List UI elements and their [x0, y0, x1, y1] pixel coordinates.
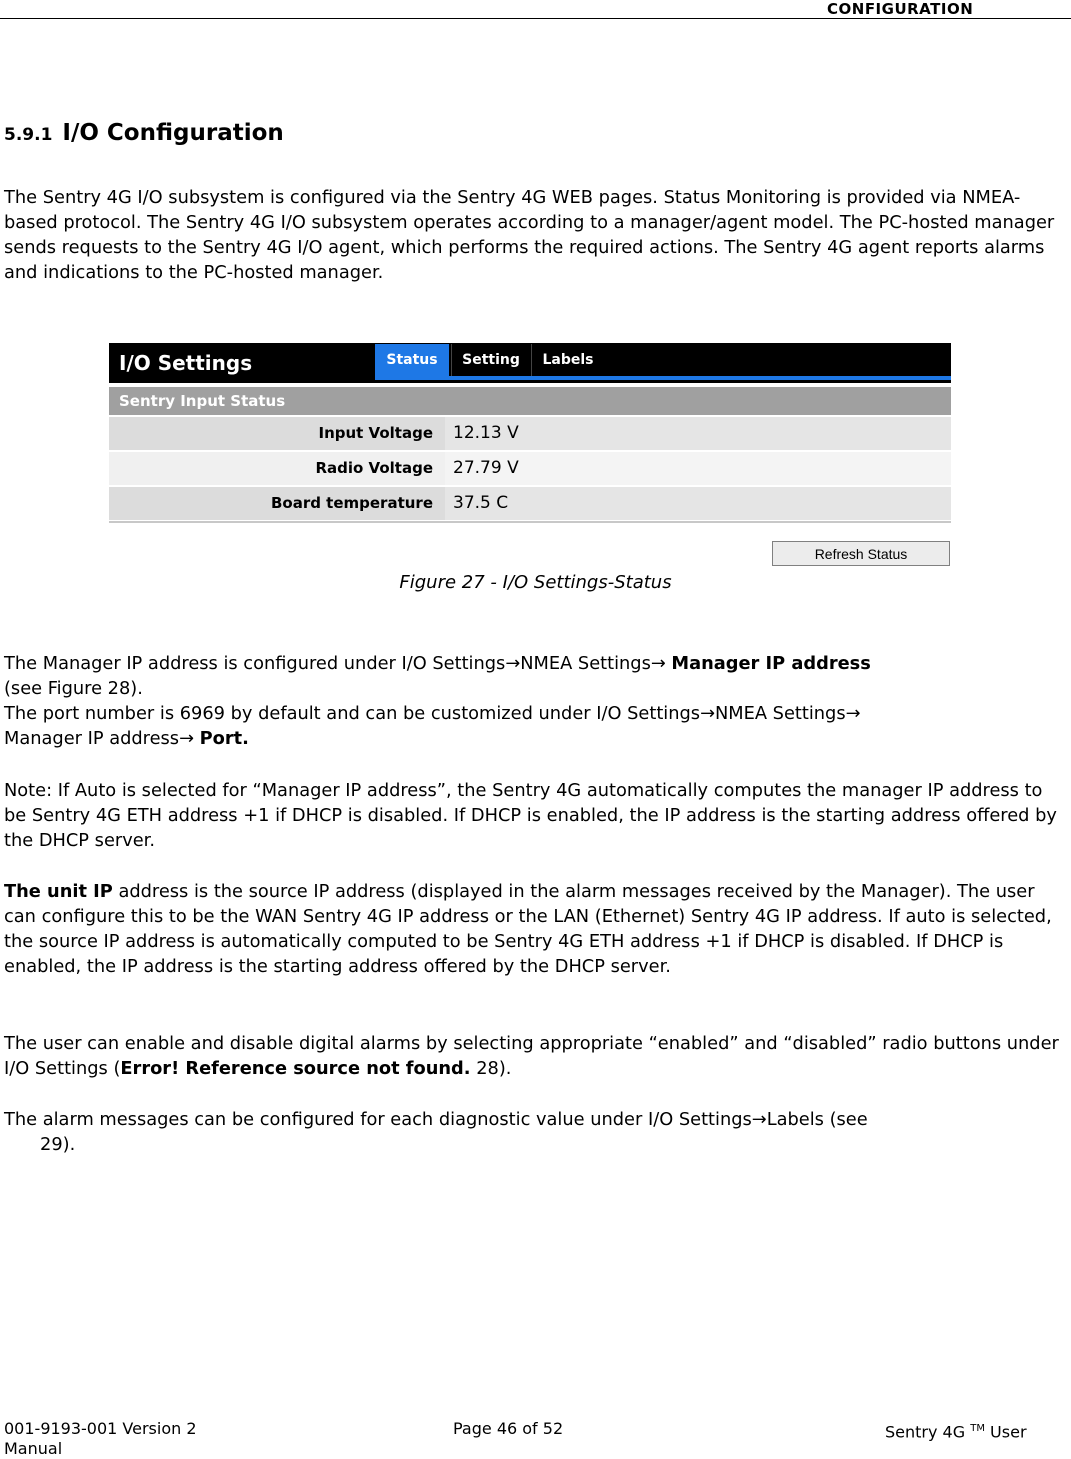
radio-voltage-value: 27.79 V [445, 452, 951, 485]
arrow-icon: → [505, 653, 521, 674]
text: The Manager IP address is configured under I/O Settings [4, 653, 506, 674]
sentry-input-status-bar: Sentry Input Status [109, 387, 951, 415]
section-heading [4, 120, 284, 146]
header-rule [0, 18, 1071, 19]
arrow-icon: → [845, 703, 861, 724]
text: NMEA Settings [520, 653, 651, 674]
doc-id: 001-9193-001 Version 2 [4, 1419, 197, 1438]
port-emphasis: Port. [199, 728, 249, 749]
section-number: 5.9.1 [4, 125, 53, 145]
text: Sentry 4G [885, 1422, 966, 1442]
status-row [109, 487, 951, 520]
io-settings-screenshot [109, 343, 951, 569]
arrow-icon: → [751, 1109, 767, 1130]
text: address is the source IP address (displayed in the alarm messages received by the Manager). The user can configure this to be the WAN Sentry 4G IP address or the LAN (Ethernet) Sentry 4G IP address. If auto is selected, the source IP address is automatically computed to be Sentry 4G ETH address +1 if DHCP is disabled. If DHCP is enabled, the IP address is the starting address offered by the DHCP server. [4, 881, 1052, 977]
error-reference: Error! Reference source not found. [120, 1058, 471, 1079]
labels-paragraph [4, 1107, 1064, 1157]
product-name [885, 1419, 1027, 1442]
io-settings-header [109, 343, 951, 383]
tab-setting[interactable]: Setting [451, 344, 530, 376]
text: Labels (see [766, 1109, 868, 1130]
arrow-icon: → [700, 703, 715, 724]
io-settings-title: I/O Settings [119, 351, 253, 375]
status-row [109, 417, 951, 450]
input-voltage-value: 12.13 V [445, 417, 951, 450]
trademark: TM [970, 1423, 985, 1434]
arrow-icon: → [179, 728, 194, 749]
board-temperature-value: 37.5 C [445, 487, 951, 520]
text: 28). [470, 1058, 512, 1079]
tab-underline [375, 376, 951, 380]
text: 29). [40, 1134, 76, 1155]
manager-ip-paragraph [4, 651, 1064, 751]
alarms-paragraph [4, 1031, 1064, 1081]
tab-labels[interactable]: Labels [531, 344, 604, 376]
page-number: Page 46 of 52 [453, 1419, 564, 1438]
input-voltage-label: Input Voltage [318, 424, 433, 442]
text: User [984, 1422, 1027, 1442]
manual-label: Manual [4, 1439, 63, 1458]
text: The alarm messages can be configured for each diagnostic value under I/O Settings [4, 1109, 752, 1130]
unit-ip-emphasis: The unit IP [4, 881, 113, 902]
text: The port number is 6969 by default and can be customized under I/O Settings [4, 703, 701, 724]
text: The user can enable and disable digital alarms by selecting appropriate “enabled” and “disabled” radio buttons under I/O Settings ( [4, 1033, 1059, 1079]
text: (see Figure 28). [4, 678, 143, 699]
radio-voltage-label: Radio Voltage [315, 459, 433, 477]
running-header: CONFIGURATION [827, 0, 974, 18]
refresh-status-button[interactable]: Refresh Status [772, 541, 950, 566]
text: NMEA Settings [714, 703, 846, 724]
board-temperature-label: Board temperature [270, 494, 433, 512]
manager-ip-emphasis: Manager IP address [671, 653, 871, 674]
tab-status[interactable]: Status [375, 344, 449, 376]
figure-caption: Figure 27 - I/O Settings-Status [399, 572, 672, 593]
unit-ip-paragraph [4, 879, 1064, 979]
text: Manager IP address [4, 728, 180, 749]
arrow-icon: → [650, 653, 666, 674]
status-row [109, 452, 951, 485]
table-bottom-rule [109, 521, 951, 523]
note-paragraph: Note: If Auto is selected for “Manager IP address”, the Sentry 4G automatically computes the manager IP address to be Sentry 4G ETH address +1 if DHCP is disabled. If DHCP is enabled, the IP address is the starting address offered by the DHCP server. [4, 780, 1057, 851]
intro-paragraph: The Sentry 4G I/O subsystem is configured via the Sentry 4G WEB pages. Status Monitoring is provided via NMEA-based protocol. The Sentry 4G I/O subsystem operates according to a manager/agent model. The PC-hosted manager sends requests to the Sentry 4G I/O agent, which performs the required actions. The Sentry 4G agent reports alarms and indications to the PC-hosted manager. [4, 187, 1055, 283]
section-title: I/O Configuration [62, 120, 284, 146]
